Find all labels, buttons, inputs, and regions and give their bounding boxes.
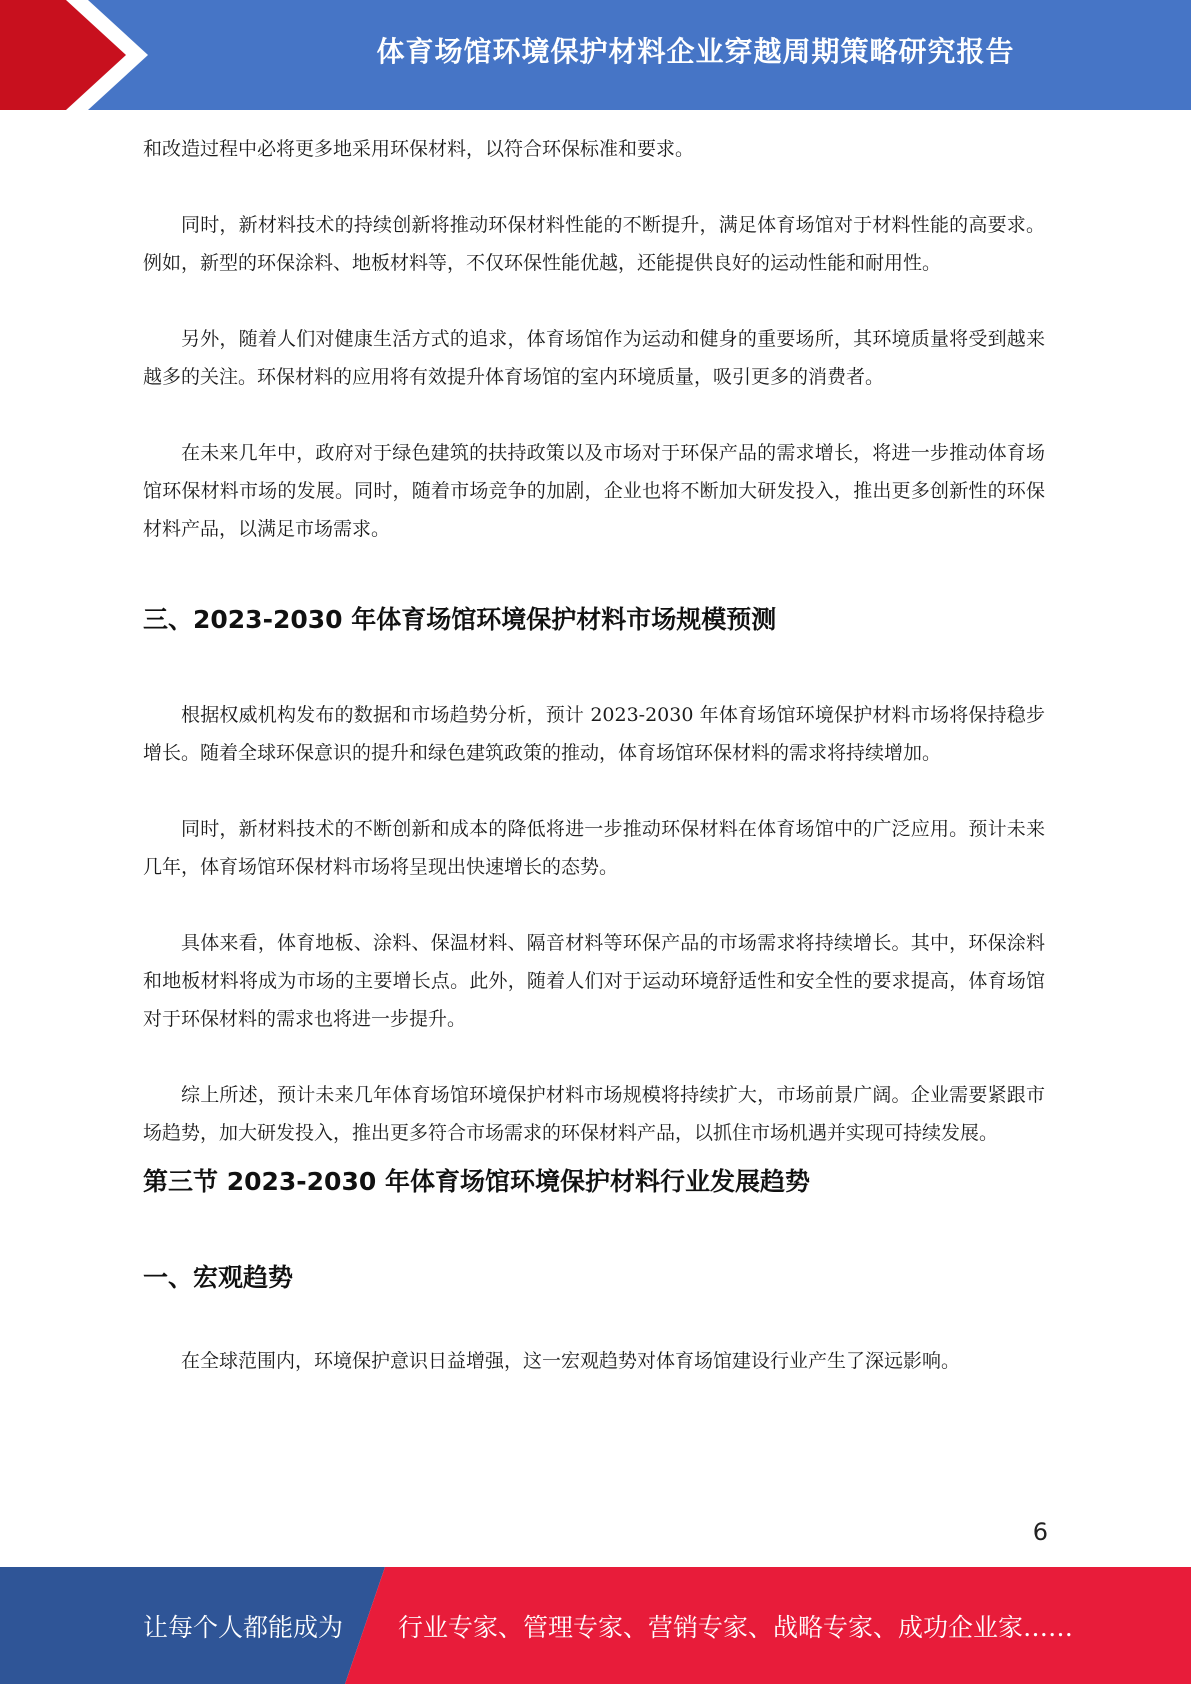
document-body <box>143 130 1045 1380</box>
header-title: 体育场馆环境保护材料企业穿越周期策略研究报告 <box>376 35 1015 68</box>
paragraph: 同时，新材料技术的持续创新将推动环保材料性能的不断提升，满足体育场馆对于材料性能的高要求。例如，新型的环保涂料、地板材料等，不仅环保性能优越，还能提供良好的运动性能和耐用性。 <box>143 214 1045 274</box>
header-arrow-icon <box>0 0 160 110</box>
paragraph: 在全球范围内，环境保护意识日益增强，这一宏观趋势对体育场馆建设行业产生了深远影响。 <box>181 1350 961 1372</box>
section-heading: 三、2023-2030 年体育场馆环境保护材料市场规模预测 <box>143 605 777 634</box>
paragraph: 在未来几年中，政府对于绿色建筑的扶持政策以及市场对于环保产品的需求增长，将进一步推动体育场馆环保材料市场的发展。同时，随着市场竞争的加剧，企业也将不断加大研发投入，推出更多创新性的环保材料产品，以满足市场需求。 <box>143 442 1045 540</box>
page-header <box>0 0 1191 110</box>
page-footer <box>0 1567 1191 1684</box>
subsection-heading: 一、宏观趋势 <box>143 1263 294 1292</box>
paragraph: 综上所述，预计未来几年体育场馆环境保护材料市场规模将持续扩大，市场前景广阔。企业需要紧跟市场趋势，加大研发投入，推出更多符合市场需求的环保材料产品，以抓住市场机遇并实现可持续发展。 <box>143 1084 1045 1144</box>
paragraph: 同时，新材料技术的不断创新和成本的降低将进一步推动环保材料在体育场馆中的广泛应用。预计未来几年，体育场馆环保材料市场将呈现出快速增长的态势。 <box>143 818 1045 878</box>
paragraph: 另外，随着人们对健康生活方式的追求，体育场馆作为运动和健身的重要场所，其环境质量将受到越来越多的关注。环保材料的应用将有效提升体育场馆的室内环境质量，吸引更多的消费者。 <box>143 328 1045 388</box>
paragraph: 根据权威机构发布的数据和市场趋势分析，预计 2023-2030 年体育场馆环境保护材料市场将保持稳步增长。随着全球环保意识的提升和绿色建筑政策的推动，体育场馆环保材料的需求将持续增加。 <box>143 704 1045 764</box>
paragraph: 和改造过程中必将更多地采用环保材料，以符合环保标准和要求。 <box>143 138 695 160</box>
page-number: 6 <box>1032 1518 1048 1546</box>
chapter-heading: 第三节 2023-2030 年体育场馆环境保护材料行业发展趋势 <box>143 1167 810 1196</box>
footer-slogan-left: 让每个人都能成为 <box>143 1612 344 1642</box>
paragraph: 具体来看，体育地板、涂料、保温材料、隔音材料等环保产品的市场需求将持续增长。其中，环保涂料和地板材料将成为市场的主要增长点。此外，随着人们对于运动环境舒适性和安全性的要求提高，体育场馆对于环保材料的需求也将进一步提升。 <box>143 932 1045 1030</box>
footer-slogan-right: 行业专家、管理专家、营销专家、战略专家、成功企业家…… <box>398 1612 1074 1642</box>
